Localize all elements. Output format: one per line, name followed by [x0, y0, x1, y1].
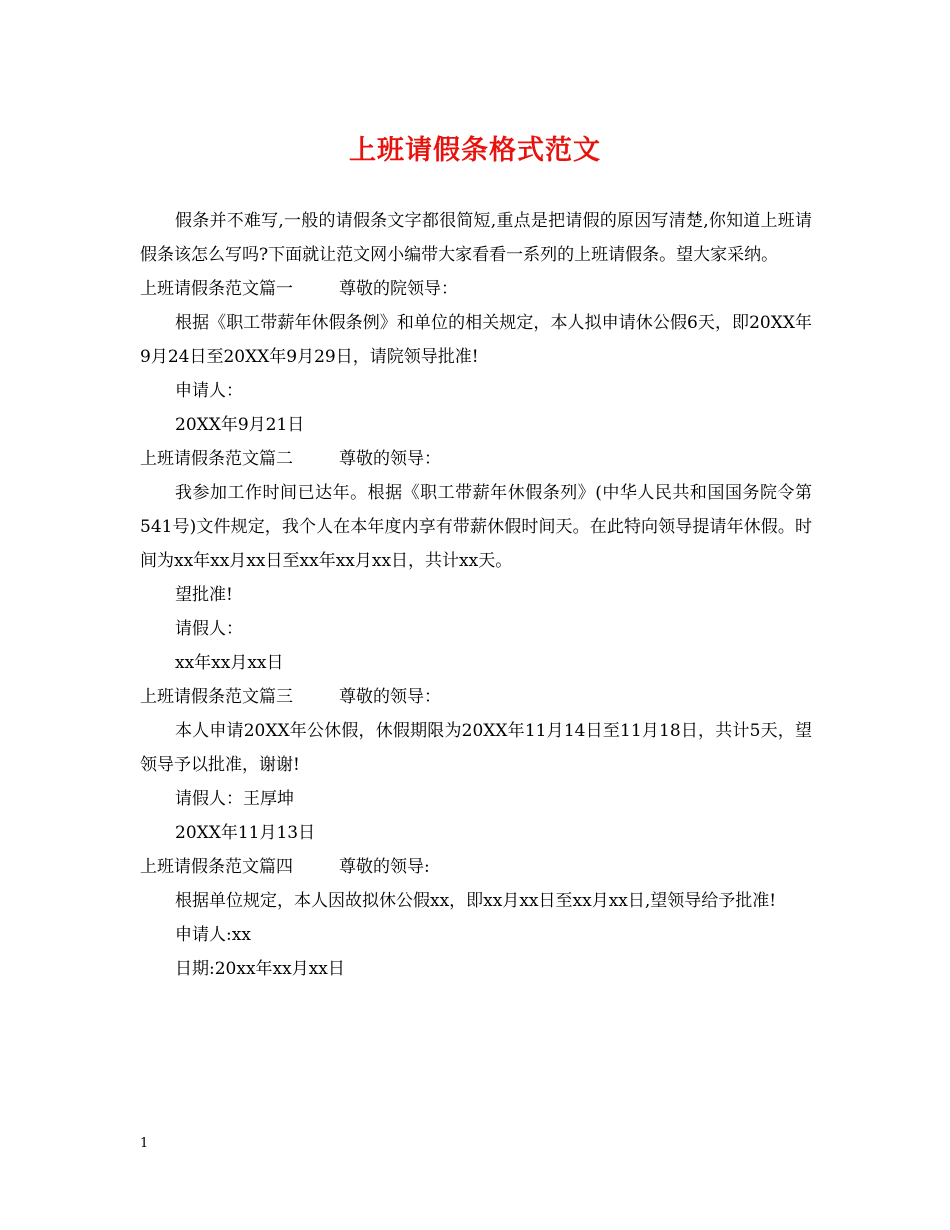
signature-label: 申请人:xx	[175, 925, 251, 945]
section-salutation: 尊敬的领导:	[339, 857, 430, 877]
intro-paragraph: 假条并不难写,一般的请假条文字都很简短,重点是把请假的原因写清楚,你知道上班请假条该怎么写吗?下面就让范文网小编带大家看看一系列的上班请假条。望大家采纳。	[140, 211, 812, 265]
section-paragraph: 根据《职工带薪年休假条例》和单位的相关规定，本人拟申请休公假6天，即20XX年9月24日至20XX年9月29日，请院领导批准!	[140, 313, 812, 367]
page-number: 1	[140, 1136, 149, 1151]
section-paragraph: 本人申请20XX年公休假，休假期限为20XX年11月14日至11月18日，共计5天，望领导予以批准，谢谢!	[140, 721, 812, 775]
section-paragraph: 我参加工作时间已达年。根据《职工带薪年休假条列》(中华人民共和国国务院令第541号)文件规定，我个人在本年度内享有带薪休假时间天。在此特向领导提请年休假。时间为xx年xx月xx日至xx年xx月xx日，共计xx天。	[140, 483, 812, 571]
section-salutation: 尊敬的领导：	[339, 449, 441, 469]
signature-label: 申请人：	[175, 381, 243, 401]
section-salutation: 尊敬的院领导：	[339, 279, 458, 299]
document-title: 上班请假条格式范文	[349, 135, 601, 166]
signature-date: 20XX年11月13日	[175, 823, 316, 843]
document-body	[140, 204, 812, 986]
signature-date: 日期:20xx年xx月xx日	[175, 959, 345, 979]
section-paragraph: 根据单位规定，本人因故拟休公假xx，即xx月xx日至xx月xx日,望领导给予批准!	[175, 891, 777, 911]
section-salutation: 尊敬的领导：	[339, 687, 441, 707]
signature-date: xx年xx月xx日	[175, 653, 284, 673]
section-2-heading-line	[140, 442, 812, 476]
signature-label: 请假人：王厚坤	[175, 789, 294, 809]
section-heading: 上班请假条范文篇四	[140, 857, 293, 877]
section-4-heading-line	[140, 850, 812, 884]
section-heading: 上班请假条范文篇二	[140, 449, 293, 469]
closing-line: 望批准!	[175, 585, 233, 605]
section-1-heading-line	[140, 272, 812, 306]
section-3-heading-line	[140, 680, 812, 714]
signature-label: 请假人：	[175, 619, 243, 639]
signature-date: 20XX年9月21日	[175, 415, 305, 435]
section-heading: 上班请假条范文篇三	[140, 687, 293, 707]
section-heading: 上班请假条范文篇一	[140, 279, 293, 299]
